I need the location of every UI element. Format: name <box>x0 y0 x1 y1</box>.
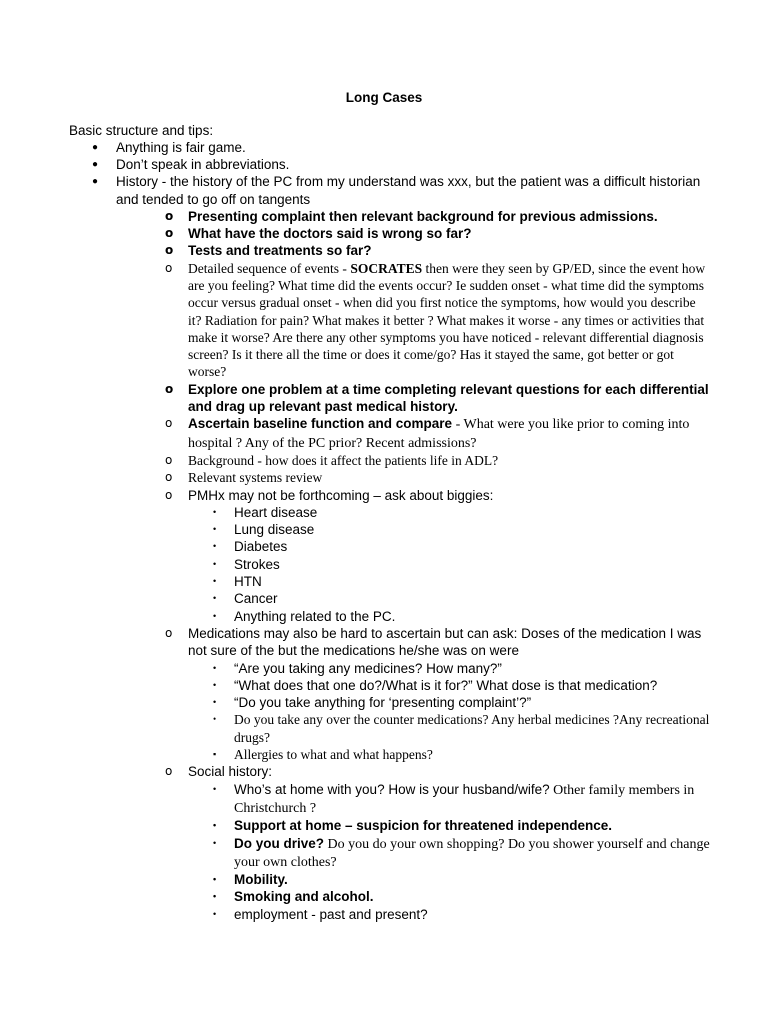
main-bullet-list <box>90 139 710 923</box>
circle-bullet-icon: o <box>165 260 173 275</box>
circle-bullet-icon: o <box>165 381 174 396</box>
circle-bullet-icon: o <box>165 416 173 431</box>
list-item: • Cancer <box>213 591 278 607</box>
list-item: • “Are you taking any medicines? How many?” <box>213 660 502 676</box>
list-item: • Diabetes <box>213 539 288 555</box>
circle-bullet-icon: o <box>165 470 173 485</box>
list-item: • “What does that one do?/What is it for?” What dose is that medication? <box>213 677 658 693</box>
biggies-sublist <box>188 504 710 625</box>
list-item: o Ascertain baseline function and compare - What were you like prior to coming into hospital ? Any of the PC prior? Recent admissions? <box>165 416 690 451</box>
list-item: ▪ Allergies to what and what happens? <box>213 747 433 763</box>
small-bullet-icon: • <box>213 662 217 673</box>
circle-bullet-icon: o <box>165 625 173 640</box>
list-item: o What have the doctors said is wrong so far? <box>165 226 472 242</box>
list-item: • Strokes <box>213 556 280 572</box>
list-item: o Presenting complaint then relevant background for previous admissions. <box>165 208 658 224</box>
list-item: o Social history: • Who’s at home with you? How is your husband/wife? Other family members in Christchurch ? • Support at home – suspicion for threatened independence. • Do you drive? Do you do your own shopping? Do you shower yourself and change your own clothes? • Mobility. • Smoking and alcohol. • employment - past and present? <box>165 764 710 922</box>
small-bullet-icon: • <box>213 820 217 831</box>
small-bullet-icon: • <box>213 908 217 919</box>
list-item: ● Don’t speak in abbreviations. <box>92 157 290 173</box>
small-bullet-icon: • <box>213 524 217 535</box>
small-bullet-icon: • <box>213 837 217 848</box>
list-item: • Do you drive? Do you do your own shopping? Do you shower yourself and change your own clothes? <box>213 835 710 870</box>
list-item: o Tests and treatments so far? <box>165 243 372 259</box>
list-item: • employment - past and present? <box>213 906 428 922</box>
bullet-icon: ● <box>92 159 99 171</box>
history-sublist <box>116 208 710 923</box>
list-item: o Relevant systems review <box>165 470 323 486</box>
small-bullet-icon: • <box>213 714 217 725</box>
bullet-icon: ● <box>92 176 99 188</box>
circle-bullet-icon: o <box>165 208 174 223</box>
circle-bullet-icon: o <box>165 226 174 241</box>
circle-bullet-icon: o <box>165 243 174 258</box>
list-item: o Background - how does it affect the patients life in ADL? <box>165 452 499 468</box>
list-item: o Medications may also be hard to ascertain but can ask: Doses of the medication I was not sure of the but the medications he/she was on were • “Are you taking any medicines? How many?” • “What does that one do?/What is it for?” What dose is that medication? • “Do you take anything for ‘presenting complaint’?” • Do you take any over the counter medications? Any herbal medicines ?Any recreational drugs? ▪ Allergies to what and what happens? <box>165 625 710 763</box>
list-item: • “Do you take anything for ‘presenting complaint’?” <box>213 695 532 711</box>
small-bullet-icon: • <box>213 874 217 885</box>
small-bullet-icon: • <box>213 783 217 794</box>
list-item: • Do you take any over the counter medications? Any herbal medicines ?Any recreational drugs? <box>213 712 710 745</box>
small-bullet-icon: • <box>213 576 217 587</box>
small-bullet-icon: • <box>213 541 217 552</box>
list-item: • Who’s at home with you? How is your husband/wife? Other family members in Christchurch ? <box>213 781 695 816</box>
list-item: • Lung disease <box>213 522 315 538</box>
circle-bullet-icon: o <box>165 452 173 467</box>
list-item: • Anything related to the PC. <box>213 608 396 624</box>
list-item: • HTN <box>213 574 262 590</box>
list-item: • Heart disease <box>213 504 318 520</box>
list-item: ● History - the history of the PC from my understand was xxx, but the patient was a difficult historian and tended to go off on tangents o Presenting complaint then relevant background for previous admissions. o What have the doctors said is wrong so far? o Tests and treatments so far? o Detailed sequence of events - SOCRATES then were they seen by GP/ED, since the event how are you feeling? What time did the events occur? Ie sudden onset - what time did the symptoms occur versus gradual onset - when did you first notice the symptoms, how would you describe it? Radiation for pain? What makes it better ? What makes it worse - any times or activities that make it worse? Are there any other symptoms you have noticed - relevant differential diagnosis screen? Is it there all the time or does it come/go? Has it stayed the same, got better or got worse? o Explore one problem at a time completing relevant questions for each differential and drag up relevant past medical history. o Ascertain baseline function and compare - What were you like prior to coming into hospital ? Any of the PC prior? Recent admissions? o Background - how does it affect the patients life in ADL? o Relevant systems review o PMHx may not be forthcoming – ask about biggies: • Heart disease • Lung disease • Diabetes • Strokes • HTN • Cancer • Anything related to the PC. o Medications may also be hard to ascertain but can ask: Doses of the medication I was not sure of the but the medications he/she was on were • “Are you taking any medicines? How many?” • “What does that one do?/What is it for?” What dose is that medication? • “Do you take anything for ‘presenting complaint’?” • Do you take any over the counter medications? Any herbal medicines ?Any recreational drugs? ▪ Allergies to what and what happens? o Social history: • Who’s at home with you? How is your husband/wife? Other family members in Christchurch ? • Support at home – suspicion for threatened independence. • Do you drive? Do you do your own shopping? Do you shower yourself and change your own clothes? • Mobility. • Smoking and alcohol. • employment - past and present? <box>92 174 710 922</box>
list-item: ● Anything is fair game. <box>92 140 246 155</box>
circle-bullet-icon: o <box>165 764 173 779</box>
small-bullet-icon: • <box>213 891 217 902</box>
list-item: o Explore one problem at a time completing relevant questions for each differential and drag up relevant past medical history. <box>165 381 709 415</box>
small-bullet-icon: • <box>213 697 217 708</box>
small-bullet-icon: • <box>213 593 217 604</box>
list-item: o Detailed sequence of events - SOCRATES then were they seen by GP/ED, since the event how are you feeling? What time did the events occur? Ie sudden onset - what time did the symptoms occur versus gradual onset - when did you first notice the symptoms, how would you describe it? Radiation for pain? What makes it better ? What makes it worse - any times or activities that make it worse? Are there any other symptoms you have noticed - relevant differential diagnosis screen? Is it there all the time or does it come/go? Has it stayed the same, got better or got worse? <box>165 260 706 380</box>
list-item: • Mobility. <box>213 872 288 888</box>
lead-text: Basic structure and tips: <box>69 123 214 138</box>
page-title: Long Cases <box>345 90 423 105</box>
bullet-icon: ● <box>92 142 99 153</box>
small-bullet-icon: • <box>213 679 217 690</box>
small-bullet-icon: • <box>213 610 217 621</box>
list-item: o PMHx may not be forthcoming – ask about biggies: • Heart disease • Lung disease • Diabetes • Strokes • HTN • Cancer • Anything related to the PC. <box>165 487 710 625</box>
small-bullet-icon: • <box>213 506 217 517</box>
list-item: • Support at home – suspicion for threatened independence. <box>213 818 613 834</box>
small-bullet-icon: • <box>213 558 217 569</box>
social-sublist <box>188 781 710 923</box>
square-bullet-icon: ▪ <box>213 749 217 760</box>
list-item: • Smoking and alcohol. <box>213 889 374 905</box>
circle-bullet-icon: o <box>165 487 173 502</box>
medications-sublist <box>188 660 710 764</box>
